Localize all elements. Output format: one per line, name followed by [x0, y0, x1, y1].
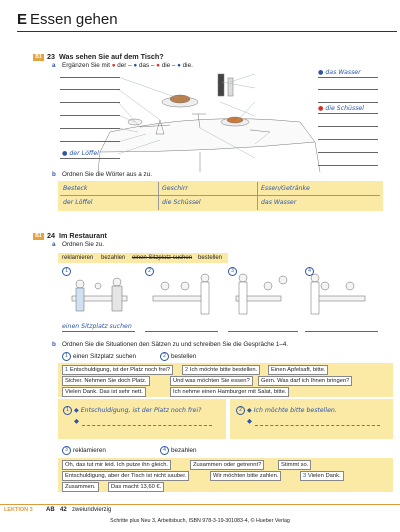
dot-green-icon: ● — [318, 105, 324, 112]
table-col-divider — [257, 182, 258, 210]
word-table — [58, 181, 383, 211]
dialog-2-number: 2 — [236, 406, 245, 415]
sentence-box — [182, 365, 260, 375]
sentence-box: Stimmt so. — [278, 460, 311, 470]
scene-1-number: 1 — [62, 267, 71, 276]
dialog-1-answer-line[interactable] — [82, 425, 212, 426]
sentence-box — [62, 365, 173, 375]
ex23-a-die: die — [161, 62, 171, 69]
sentence-box: Und was möchten Sie essen? — [170, 376, 253, 386]
situation-1-number: 1 — [62, 352, 71, 361]
dialog-2-box — [230, 399, 393, 439]
answer-line[interactable] — [60, 77, 120, 78]
answer-line[interactable] — [318, 126, 378, 127]
dot-blue-icon: ● — [62, 150, 68, 157]
scene-4-number: 4 — [305, 267, 314, 276]
situation-4-label: bezahlen — [171, 447, 197, 454]
answer-loeffel-text: der Löffel — [69, 150, 99, 157]
chapter-letter: E — [17, 11, 28, 28]
dot-blue-icon: ◆ — [74, 407, 79, 414]
answer-line[interactable] — [318, 89, 378, 90]
sentence-box: Wir möchten bitte zahlen. — [210, 471, 281, 481]
answer-line[interactable] — [318, 102, 378, 103]
dialog-2-line — [247, 407, 337, 414]
sentence-box: Oh, das tut mir leid. Ich putze ihn gleich. — [62, 460, 171, 470]
sentence-box: Zusammen. — [62, 482, 99, 492]
diamond-icon: ◆ — [247, 418, 252, 425]
ex23-a-instruction: Ergänzen Sie mit ● der – ● das – ● die – ● die. — [62, 62, 193, 69]
dot-red-icon: ● — [133, 62, 138, 69]
dialog-2-answer-line[interactable] — [255, 425, 380, 426]
dot-green-icon: ● — [156, 62, 160, 69]
exercise-24-number: 24 — [47, 231, 55, 240]
mark-3: 3 — [303, 473, 307, 479]
sentence-text: Ich möchte bitte bestellen. — [189, 367, 258, 373]
scene-1-answer: einen Sitzplatz suchen — [62, 323, 132, 330]
answer-line[interactable] — [318, 165, 378, 166]
sentence-text: Entschuldigung, ist der Platz noch frei? — [69, 367, 171, 373]
ex23-a-der: der — [117, 62, 127, 69]
answer-loeffel — [62, 150, 99, 157]
dot-yellow-icon: ● — [177, 62, 181, 69]
answer-line[interactable] — [60, 158, 120, 159]
ex23-b-instruction: Ordnen Sie die Wörter aus a zu. — [62, 171, 152, 178]
scene-3-illustration — [228, 266, 301, 318]
word-sitzplatz: einen Sitzplatz suchen — [132, 255, 193, 261]
scene-2-illustration — [145, 266, 218, 318]
mark-1: 1 — [65, 367, 69, 373]
sentence-text: Vielen Dank. — [307, 473, 341, 479]
answer-wasser — [318, 69, 361, 76]
answer-schuessel-text: die Schüssel — [325, 105, 364, 112]
answer-wasser-text: das Wasser — [325, 69, 361, 76]
answer-line[interactable] — [318, 113, 378, 114]
answer-schuessel — [318, 105, 364, 112]
table-col-divider — [158, 182, 159, 210]
scene-4-illustration — [305, 266, 378, 318]
word-reklamieren: reklamieren — [62, 255, 94, 261]
scene-3-answer-line[interactable] — [228, 331, 298, 332]
ex23-a-label: a — [52, 62, 56, 69]
dialog-1-box — [58, 399, 226, 439]
answer-line[interactable] — [318, 139, 378, 140]
scene-1-illustration — [62, 266, 135, 318]
answer-line[interactable] — [318, 77, 378, 78]
ex23-a-das: das — [138, 62, 150, 69]
scene-2-answer-line[interactable] — [145, 331, 218, 332]
situation-3-label: reklamieren — [73, 447, 106, 454]
word-bestellen: bestellen — [198, 255, 223, 261]
ex23-a-end: die. — [182, 62, 193, 69]
table-divider — [60, 195, 380, 196]
scene-4-answer-line[interactable] — [305, 331, 378, 332]
sentence-box: Das macht 13,60 €. — [108, 482, 164, 492]
ex24-a-instruction: Ordnen Sie zu. — [62, 241, 105, 248]
ex24-a-label: a — [52, 241, 56, 248]
situation-2-number: 2 — [160, 352, 169, 361]
sentence-box: Zusammen oder getrennt? — [190, 460, 264, 470]
word-bezahlen: bezahlen — [101, 255, 126, 261]
sentence-box: Entschuldigung, aber der Tisch ist nicht sauber. — [62, 471, 189, 481]
dialog-2-text: Ich möchte bitte bestellen. — [253, 407, 337, 414]
ex23-b-label: b — [52, 171, 56, 178]
footer-credit: Schritte plus Neu 3, Arbeitsbuch, ISBN 978-3-19-301083-4, © Hueber Verlag — [110, 518, 290, 524]
mark-2: 2 — [185, 367, 189, 373]
dialog-1-text: Entschuldigung, ist der Platz noch frei? — [80, 407, 202, 414]
exercise-23-number: 23 — [47, 52, 55, 61]
table-header-essen: Essen/Getränke — [261, 185, 310, 192]
level-badge-icon: B1 — [33, 233, 44, 240]
scene-3-number: 3 — [228, 267, 237, 276]
exercise-23-title: Was sehen Sie auf dem Tisch? — [59, 52, 164, 61]
sentence-box: Vielen Dank. Das ist sehr nett. — [62, 387, 146, 397]
title-divider — [17, 31, 397, 32]
sentence-box — [300, 471, 344, 481]
footer-ab: AB — [46, 507, 55, 513]
table-header-besteck: Besteck — [63, 185, 88, 192]
scene-2-number: 2 — [145, 267, 154, 276]
table-illustration — [60, 72, 340, 172]
dot-blue-icon: ● — [111, 62, 116, 69]
table-header-geschirr: Geschirr — [162, 185, 188, 192]
table-cell-wasser: das Wasser — [261, 199, 297, 206]
situation-3-number: 3 — [62, 446, 71, 455]
table-cell-loeffel: der Löffel — [63, 199, 93, 206]
ex23-a-text: Ergänzen Sie mit — [62, 62, 110, 69]
footer-divider — [0, 504, 400, 505]
dialog-1-number: 1 — [63, 406, 72, 415]
footer-page-number: 42 — [60, 507, 67, 513]
dot-red-icon: ● — [318, 69, 324, 76]
answer-line[interactable] — [60, 128, 120, 129]
answer-line[interactable] — [60, 102, 120, 103]
chapter-title: Essen gehen — [30, 11, 118, 28]
ex24-b-instruction: Ordnen Sie die Situationen den Sätzen zu und schreiben Sie die Gespräche 1–4. — [62, 341, 289, 348]
answer-line[interactable] — [60, 115, 120, 116]
exercise-24-title: Im Restaurant — [59, 231, 107, 240]
situation-4-number: 4 — [160, 446, 169, 455]
answer-line[interactable] — [318, 152, 378, 153]
answer-line[interactable] — [60, 141, 120, 142]
table-cell-schuessel: die Schüssel — [162, 199, 201, 206]
sentence-box: Sicher. Nehmen Sie doch Platz. — [62, 376, 150, 386]
sentence-box: Einen Apfelsaft, bitte. — [268, 365, 328, 375]
sentence-box: Gern. Was darf ich Ihnen bringen? — [258, 376, 352, 386]
level-badge-icon: B1 — [33, 54, 44, 61]
situation-2-label: bestellen — [171, 353, 197, 360]
sentence-box: Ich nehme einen Hamburger mit Salat, bitte. — [170, 387, 289, 397]
diamond-icon: ◆ — [74, 418, 79, 425]
dot-blue-icon: ◆ — [247, 407, 252, 414]
ex24-b-label: b — [52, 341, 56, 348]
answer-line[interactable] — [60, 89, 120, 90]
dialog-1-line — [74, 407, 201, 414]
scene-1-answer-line[interactable] — [62, 331, 135, 332]
footer-page-word: zweiundvierzig — [72, 507, 112, 513]
footer-lektion: LEKTION 3 — [4, 507, 33, 513]
situation-1-label: einen Sitzplatz suchen — [73, 353, 137, 360]
